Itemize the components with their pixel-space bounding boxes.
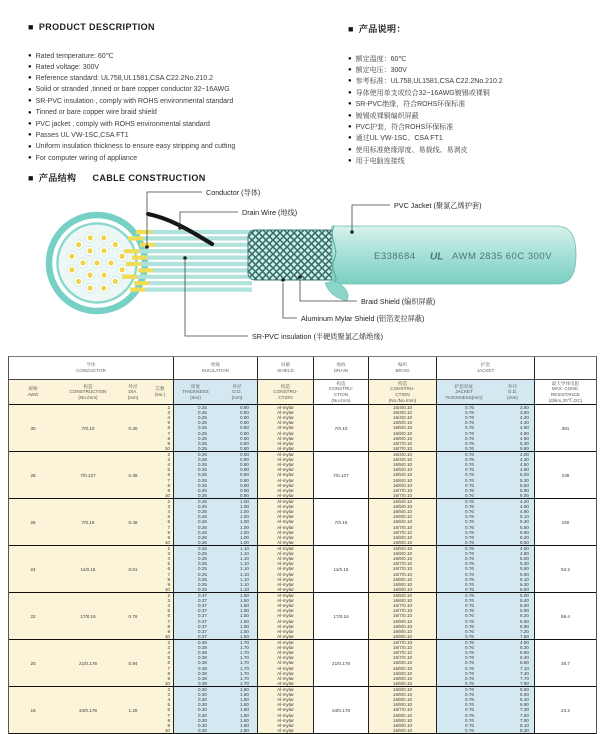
column-header-awg: 规格 AWG <box>9 380 57 404</box>
circle-bullet-icon: ● <box>28 132 32 139</box>
cell-ins_od: 1.00 1.00 1.00 1.00 1.00 1.00 1.00 1.00 1.00 <box>217 499 257 545</box>
cell-shield: Al-mylar Al-mylar Al-mylar Al-mylar Al-mylar Al-mylar Al-mylar Al-mylar Al-mylar <box>257 452 313 498</box>
cell-jacket_thickness: 0.76 0.76 0.76 0.76 0.76 0.76 0.76 0.76 0.76 <box>436 640 491 686</box>
cell-resistance: 94.2 <box>534 546 596 592</box>
ul-logo-icon: UL <box>430 251 444 263</box>
table-row-awg-28 <box>9 452 596 499</box>
square-bullet-icon: ■ <box>348 24 354 34</box>
circle-bullet-icon: ● <box>348 89 352 96</box>
cell-dia: 0.38 <box>119 452 147 498</box>
cell-jacket_thickness: 0.76 0.76 0.76 0.76 0.76 0.76 0.76 0.76 0.76 <box>436 405 491 451</box>
cell-dia: 0.76 <box>119 593 147 639</box>
label-aluminum-mylar-shield: Aluminum Mylar Shield (铝箔麦拉屏蔽) <box>301 314 425 323</box>
cell-jacket_thickness: 0.76 0.76 0.76 0.76 0.76 0.76 0.76 0.76 0.76 <box>436 593 491 639</box>
product-description-cn-item: ● 使用标准绝缘厚度、易裁线、易剥皮 <box>348 146 468 154</box>
column-header-dia: 外径 DIA. (mm) <box>119 380 147 404</box>
table-column-header-row <box>9 380 596 405</box>
label-drain-wire: Drain Wire (地线) <box>242 208 298 217</box>
column-header-braid: 构造 CONSTRU- CTION (No./No./mm) <box>368 380 436 404</box>
group-header-drain: 地线 DRAIN <box>313 357 368 379</box>
product-description-item: ● SR-PVC insulation , comply with ROHS environmental standard <box>28 97 234 105</box>
cell-jacket_od: 4.80 5.30 5.90 6.40 6.80 7.10 7.40 7.70 7.90 <box>491 640 534 686</box>
column-header-shield: 构造 CONSTRU- CTION <box>257 380 313 404</box>
cell-dia: 0.61 <box>119 546 147 592</box>
column-header-construction: 构造 CONSTRUCTION (No./mm) <box>57 380 119 404</box>
product-description-title: ■ PRODUCT DESCRIPTION <box>28 22 155 32</box>
column-header-jacket_od: 外径 O.D. (mm) <box>491 380 534 404</box>
cell-resistance: 381 <box>534 405 596 451</box>
label-pvc-jacket: PVC Jacket (聚氯乙烯护套) <box>394 201 482 210</box>
cell-jacket_od: 4.50 4.80 5.00 5.30 5.60 5.90 6.10 6.30 6.50 <box>491 546 534 592</box>
cell-braid: 16/4/0.10 16/4/0.10 16/4/0.10 16/5/0.10 16/5/0.10 16/6/0.10 16/6/0.10 16/7/0.10 16/7/0.10 <box>368 405 436 451</box>
cell-construction: 34/0.178 <box>57 687 119 733</box>
cell-cores: 2 3 4 5 6 7 8 9 10 <box>147 499 173 545</box>
cell-construction: 11/0.16 <box>57 546 119 592</box>
cell-construction: 7/0.127 <box>57 452 119 498</box>
cell-construction: 21/0.178 <box>57 640 119 686</box>
cell-awg: 22 <box>9 593 57 639</box>
circle-bullet-icon: ● <box>28 64 32 71</box>
cell-jacket_thickness: 0.76 0.76 0.76 0.76 0.76 0.76 0.76 0.76 0.76 <box>436 499 491 545</box>
cell-cores: 2 3 4 5 6 7 8 9 10 <box>147 405 173 451</box>
product-description-cn-item: ● PVC护套，符合ROHS环保标准 <box>348 124 454 132</box>
cell-jacket_od: 5.50 5.90 6.40 6.90 7.30 7.60 7.90 8.10 8.30 <box>491 687 534 733</box>
group-header-resistance <box>534 357 596 379</box>
product-description-cn-item: ● SR-PVC绝缘，符合ROHS环保标准 <box>348 101 466 109</box>
circle-bullet-icon: ● <box>348 55 352 62</box>
cell-dia: 0.94 <box>119 640 147 686</box>
cell-shield: Al-mylar Al-mylar Al-mylar Al-mylar Al-mylar Al-mylar Al-mylar Al-mylar Al-mylar <box>257 593 313 639</box>
product-description-cn-list <box>348 53 598 167</box>
cell-jacket_od: 4.20 4.50 4.80 5.10 5.30 5.60 5.90 6.20 6.50 <box>491 499 534 545</box>
column-header-ins_thickness: 厚度 THICKNESS (mm) <box>173 380 217 404</box>
cell-jacket_od: 3.60 3.90 4.20 4.40 4.60 4.80 4.90 5.30 5.80 <box>491 405 534 451</box>
cell-cores: 2 3 4 5 6 7 8 9 10 <box>147 640 173 686</box>
cell-ins_thickness: 0.37 0.37 0.37 0.37 0.37 0.37 0.37 0.37 0.37 <box>173 593 217 639</box>
cell-resistance: 36.7 <box>534 640 596 686</box>
circle-bullet-icon: ● <box>348 124 352 131</box>
product-description-cn-item: ● 镀锡或裸铜编织屏蔽 <box>348 112 419 120</box>
column-header-cores: 芯数 (No.) <box>147 380 173 404</box>
table-group-header-row <box>9 357 596 380</box>
product-description-item: ● PVC jacket , comply with ROHS environmental standard <box>28 120 210 128</box>
circle-bullet-icon: ● <box>28 98 32 105</box>
cell-drain: 11/0.16 <box>313 546 368 592</box>
cell-ins_od: 0.90 0.90 0.90 0.90 0.90 0.90 0.90 0.90 0.90 <box>217 452 257 498</box>
table-row-awg-18 <box>9 687 596 734</box>
table-row-awg-26 <box>9 499 596 546</box>
cell-ins_thickness: 0.26 0.26 0.26 0.26 0.26 0.26 0.26 0.26 0.26 <box>173 452 217 498</box>
cell-shield: Al-mylar Al-mylar Al-mylar Al-mylar Al-mylar Al-mylar Al-mylar Al-mylar Al-mylar <box>257 687 313 733</box>
cell-ins_thickness: 0.38 0.38 0.38 0.38 0.38 0.38 0.38 0.38 0.38 <box>173 640 217 686</box>
label-braid-shield: Braid Shield (编织屏蔽) <box>361 297 436 306</box>
jacket-print <box>374 251 552 263</box>
cell-drain: 17/0.16 <box>313 593 368 639</box>
cell-jacket_thickness: 0.76 0.76 0.76 0.76 0.76 0.76 0.76 0.76 0.76 <box>436 452 491 498</box>
column-header-jacket_thickness: 护套厚度 JACKET THICKNESS(mm) <box>436 380 491 404</box>
circle-bullet-icon: ● <box>348 158 352 165</box>
cell-ins_od: 1.50 1.50 1.50 1.50 1.50 1.50 1.50 1.50 1.50 <box>217 593 257 639</box>
jacket-print-awm-style: AWM 2835 60C 300V <box>452 251 553 262</box>
circle-bullet-icon: ● <box>348 112 352 119</box>
cell-ins_od: 1.80 1.80 1.80 1.80 1.80 1.80 1.80 1.80 1.80 <box>217 687 257 733</box>
cell-braid: 16/8/0.10 16/8/0.10 16/8/0.10 16/8/0.10 16/7/0.10 16/8/0.10 16/8/0.10 16/8/0.10 16/8/0.10 <box>368 687 436 733</box>
cell-dia: 0.30 <box>119 405 147 451</box>
product-description-cn-item: ● 通过UL VW-1SC、CSA FT1 <box>348 135 443 143</box>
circle-bullet-icon: ● <box>28 52 32 59</box>
cable-construction-diagram <box>0 184 603 346</box>
cell-ins_thickness: 0.25 0.25 0.25 0.25 0.25 0.25 0.25 0.25 0.25 <box>173 405 217 451</box>
cell-jacket_od: 4.00 4.30 4.50 4.80 5.00 5.30 5.50 5.80 6.00 <box>491 452 534 498</box>
cell-drain: 7/0.16 <box>313 499 368 545</box>
product-description-cn-title: ■ 产品说明： <box>348 24 406 34</box>
product-description-item: ● Reference standard: UL758,UL1581,CSA C22.2No.210.2 <box>28 74 214 82</box>
cell-jacket_od: 5.00 5.40 5.60 5.90 6.20 6.50 6.90 7.20 7.50 <box>491 593 534 639</box>
cell-braid: 16/5/0.10 16/5/0.10 16/5/0.10 16/6/0.10 16/6/0.10 16/7/0.10 16/7/0.10 16/8/0.10 16/8/0.10 <box>368 499 436 545</box>
square-bullet-icon: ■ <box>28 22 34 32</box>
circle-bullet-icon: ● <box>28 155 32 162</box>
circle-bullet-icon: ● <box>348 146 352 153</box>
cell-shield: Al-mylar Al-mylar Al-mylar Al-mylar Al-mylar Al-mylar Al-mylar Al-mylar Al-mylar <box>257 546 313 592</box>
group-header-shield: 屏蔽 SHIELD <box>257 357 313 379</box>
circle-bullet-icon: ● <box>28 75 32 82</box>
cell-drain: 7/0.127 <box>313 452 368 498</box>
circle-bullet-icon: ● <box>348 67 352 74</box>
cell-cores: 2 3 4 5 6 7 8 9 10 <box>147 687 173 733</box>
product-description-item: ● Tinned or bare copper wire braid shield <box>28 109 157 117</box>
table-row-awg-30 <box>9 405 596 452</box>
square-bullet-icon: ■ <box>28 173 34 183</box>
circle-bullet-icon: ● <box>348 135 352 142</box>
cell-ins_thickness: 0.26 0.26 0.26 0.26 0.26 0.26 0.26 0.26 0.26 <box>173 499 217 545</box>
cell-cores: 2 3 4 5 6 7 8 9 10 <box>147 593 173 639</box>
product-description-item: ● Rated voltage: 300V <box>28 63 100 71</box>
circle-bullet-icon: ● <box>28 121 32 128</box>
circle-bullet-icon: ● <box>28 86 32 93</box>
cell-braid: 16/6/0.10 16/6/0.10 16/7/0.10 16/7/0.10 16/7/0.10 16/8/0.10 16/8/0.10 16/8/0.10 16/8/0.10 <box>368 593 436 639</box>
product-description-item: ● Uniform insulation thickness to ensure easy stripping and cutting <box>28 143 236 151</box>
specification-table <box>8 356 597 734</box>
product-description-cn-item: ● 导体使用单支或绞合32~16AWG镀锡或裸铜 <box>348 89 490 97</box>
table-row-awg-20 <box>9 640 596 687</box>
group-header-insulation: 绝缘 INSULATION <box>173 357 257 379</box>
cell-drain: 21/0.178 <box>313 640 368 686</box>
table-row-awg-24 <box>9 546 596 593</box>
cell-ins_od: 1.70 1.70 1.70 1.70 1.70 1.70 1.70 1.70 1.70 <box>217 640 257 686</box>
cell-jacket_thickness: 0.76 0.76 0.76 0.76 0.76 0.76 0.76 0.76 0.76 <box>436 687 491 733</box>
cell-cores: 2 3 4 5 6 7 8 9 10 <box>147 452 173 498</box>
cell-construction: 17/0.16 <box>57 593 119 639</box>
braid-shield-section <box>248 230 338 280</box>
cell-ins_thickness: 0.25 0.25 0.25 0.25 0.25 0.25 0.25 0.25 0.25 <box>173 546 217 592</box>
cable-construction-title: ■ 产品结构 CABLE CONSTRUCTION <box>28 173 206 183</box>
jacket-print-ul-number: E338684 <box>374 251 416 262</box>
column-header-ins_od: 外径 O.D. (mm) <box>217 380 257 404</box>
cell-awg: 30 <box>9 405 57 451</box>
product-description-cn-item: ● 用于电脑连接线 <box>348 158 405 166</box>
cell-construction: 7/0.10 <box>57 405 119 451</box>
cell-awg: 20 <box>9 640 57 686</box>
product-description-list <box>28 50 340 164</box>
cell-dia: 0.48 <box>119 499 147 545</box>
circle-bullet-icon: ● <box>348 101 352 108</box>
cell-braid: 16/5/0.10 16/6/0.10 16/6/0.10 16/7/0.10 16/7/0.10 16/7/0.10 16/8/0.10 16/8/0.10 16/8/0.10 <box>368 546 436 592</box>
cell-shield: Al-mylar Al-mylar Al-mylar Al-mylar Al-mylar Al-mylar Al-mylar Al-mylar Al-mylar <box>257 640 313 686</box>
cell-awg: 28 <box>9 452 57 498</box>
group-header-conductor: 导体 CONDUCTOR <box>9 357 173 379</box>
cell-drain: 34/0.178 <box>313 687 368 733</box>
cell-ins_thickness: 0.30 0.30 0.30 0.30 0.30 0.30 0.30 0.30 0.30 <box>173 687 217 733</box>
cell-cores: 2 3 4 5 6 7 8 9 10 <box>147 546 173 592</box>
cell-shield: Al-mylar Al-mylar Al-mylar Al-mylar Al-mylar Al-mylar Al-mylar Al-mylar Al-mylar <box>257 405 313 451</box>
cell-ins_od: 0.80 0.80 0.80 0.80 0.80 0.80 0.80 0.80 0.80 <box>217 405 257 451</box>
product-description-cn-item: ● 额定电压：300V <box>348 67 407 75</box>
cell-braid: 16/4/0.10 16/4/0.10 16/5/0.10 16/5/0.10 16/5/0.10 16/6/0.10 16/6/0.10 16/7/0.10 16/7/0.10 <box>368 452 436 498</box>
cell-resistance: 59.4 <box>534 593 596 639</box>
cell-resistance: 239 <box>534 452 596 498</box>
column-header-resistance: 最大导体电阻 MAX. COND. RESISTANCE (Ω/km,20℃,DC) <box>534 380 596 404</box>
product-description-item: ● For computer wiring of appliance <box>28 154 138 162</box>
cell-awg: 24 <box>9 546 57 592</box>
cell-drain: 7/0.10 <box>313 405 368 451</box>
circle-bullet-icon: ● <box>348 78 352 85</box>
label-conductor: Conductor (导体) <box>206 188 261 197</box>
product-description-cn-item: ● 参考标准：UL758,UL1581,CSA C22.2No.210.2 <box>348 78 503 86</box>
cell-jacket_thickness: 0.76 0.76 0.76 0.76 0.76 0.76 0.76 0.76 0.76 <box>436 546 491 592</box>
group-header-jacket: 护套 JACKET <box>436 357 534 379</box>
cell-dia: 1.20 <box>119 687 147 733</box>
cell-resistance: 150 <box>534 499 596 545</box>
cell-construction: 7/0.16 <box>57 499 119 545</box>
column-header-drain: 构造 CONSTRU- CTION (No./mm) <box>313 380 368 404</box>
product-description-cn-item: ● 额定温度：60℃ <box>348 55 407 63</box>
group-header-braid: 编织 BRAID <box>368 357 436 379</box>
table-row-awg-22 <box>9 593 596 640</box>
cell-awg: 26 <box>9 499 57 545</box>
circle-bullet-icon: ● <box>28 143 32 150</box>
product-description-item: ● Passes UL VW-1SC,CSA FT1 <box>28 131 129 139</box>
cell-resistance: 23.2 <box>534 687 596 733</box>
cell-ins_od: 1.10 1.10 1.10 1.10 1.10 1.10 1.10 1.10 1.10 <box>217 546 257 592</box>
label-sr-pvc-insulation: SR-PVC insulation (半硬质聚氯乙烯绝缘) <box>252 332 383 341</box>
cell-shield: Al-mylar Al-mylar Al-mylar Al-mylar Al-mylar Al-mylar Al-mylar Al-mylar Al-mylar <box>257 499 313 545</box>
circle-bullet-icon: ● <box>28 109 32 116</box>
product-description-item: ● Rated temperature: 60℃ <box>28 52 114 60</box>
product-description-item: ● Solid or stranded ,tinned or bare copper conductor 32~16AWG <box>28 86 230 94</box>
cell-awg: 18 <box>9 687 57 733</box>
cell-braid: 16/7/0.10 16/7/0.10 16/7/0.10 16/7/0.10 16/8/0.10 16/8/0.10 16/8/0.10 16/8/0.10 16/8/0.10 <box>368 640 436 686</box>
